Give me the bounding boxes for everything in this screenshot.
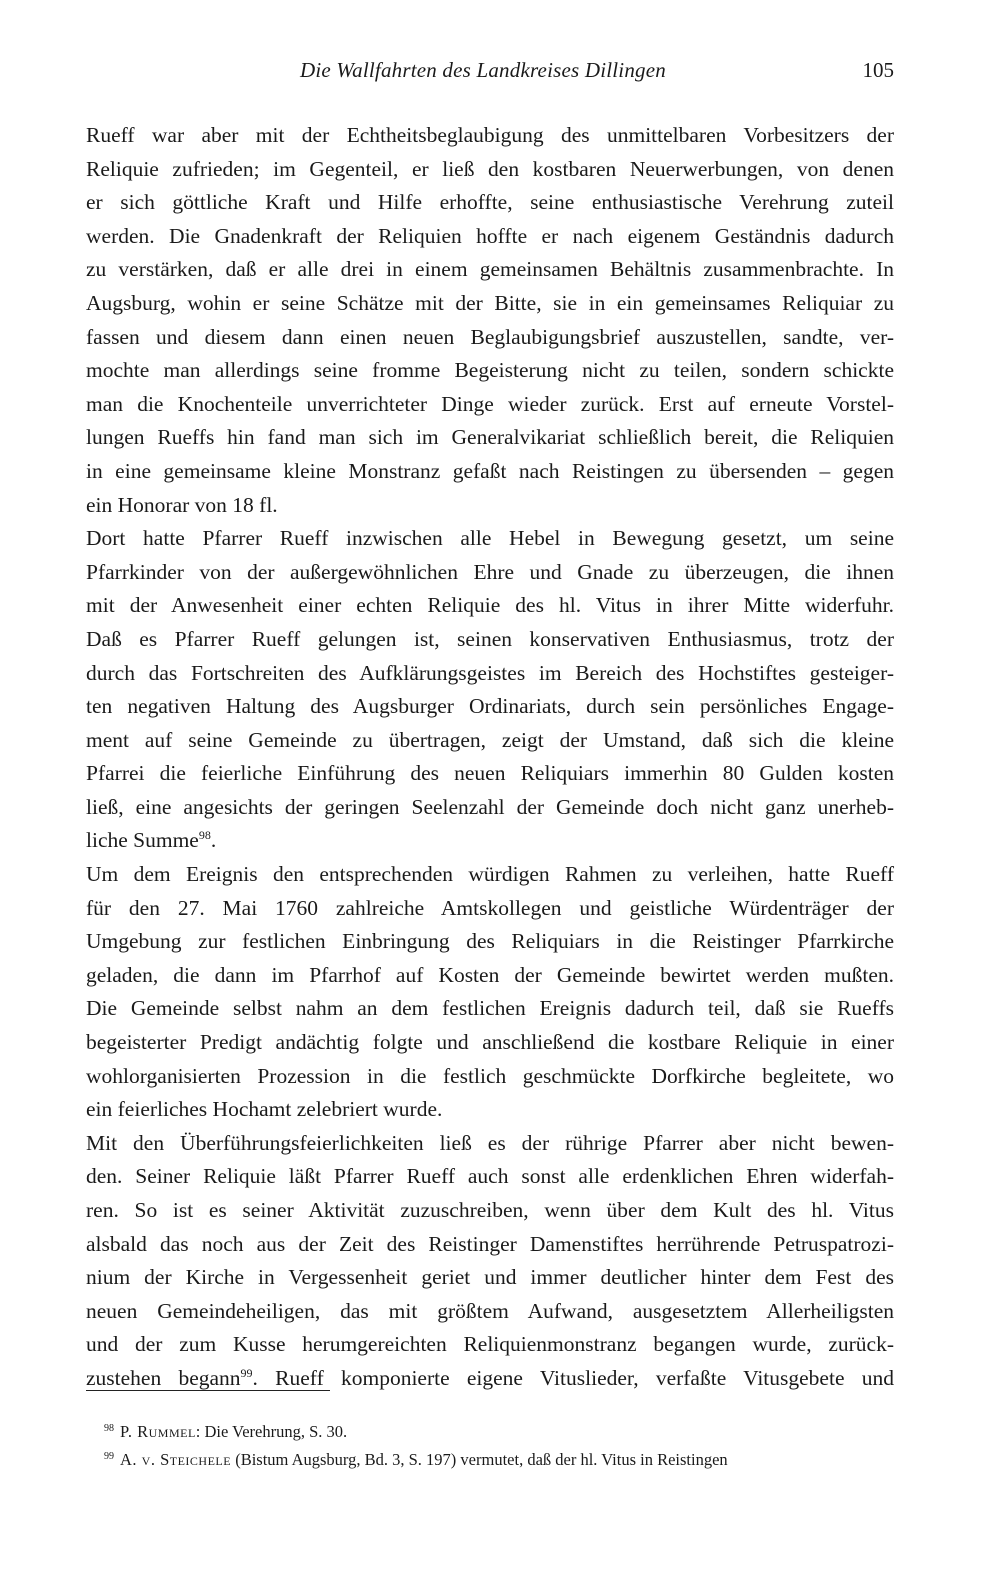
body-text	[86, 119, 894, 1396]
text-line: wohlorganisierten Prozession in die festlich geschmückte Dorfkirche begleitete, wo	[86, 1063, 894, 1088]
text-line: fassen und diesem dann einen neuen Beglaubigungsbrief auszustellen, sandte, ver-	[86, 324, 894, 349]
footnote-author: P. Rummel	[120, 1422, 196, 1441]
text-line: ten negativen Haltung des Augsburger Ordinariats, durch sein persönliches Engage-	[86, 694, 894, 719]
footnote-author: A. v. Steichele	[120, 1450, 232, 1469]
footnotes	[86, 1418, 894, 1474]
text-line: zu verstärken, daß er alle drei in einem gemeinsamen Behältnis zusammenbrachte. In	[86, 257, 894, 282]
text-line: ment auf seine Gemeinde zu übertragen, zeigt der Umstand, daß sich die kleine	[86, 727, 894, 752]
text-line: Daß es Pfarrer Rueff gelungen ist, seinen konservativen Enthusiasmus, trotz der	[86, 626, 894, 651]
footnote-mark: 99	[104, 1450, 114, 1462]
text-line: begeisterter Predigt andächtig folgte und anschließend die kostbare Reliquie in einer	[86, 1030, 894, 1055]
paragraph-4	[86, 1127, 894, 1396]
text-line-with-footnote	[86, 824, 894, 858]
text-line: Rueff war aber mit der Echtheitsbeglaubigung des unmittelbaren Vorbesitzers der	[86, 123, 894, 147]
paragraph-2	[86, 522, 894, 858]
running-header	[0, 58, 1000, 88]
text-line: nium der Kirche in Vergessenheit geriet und immer deutlicher hinter dem Fest des	[86, 1265, 894, 1290]
text-line: und der zum Kusse herumgereichten Reliquienmonstranz begangen wurde, zurück-	[86, 1332, 894, 1357]
text-line: man die Knochenteile unverrichteter Dinge wieder zurück. Erst auf erneute Vorstel-	[86, 391, 894, 416]
text-fragment: zustehen begann	[86, 1365, 241, 1390]
text-line: lungen Rueffs hin fand man sich im Generalvikariat schließlich bereit, die Reliquien	[86, 425, 894, 450]
paragraph-3	[86, 858, 894, 1127]
footnote-reference[interactable]: 98	[198, 828, 211, 843]
running-title: Die Wallfahrten des Landkreises Dillingen	[300, 58, 666, 82]
footnote-text: : Die Verehrung, S. 30.	[195, 1422, 348, 1441]
text-line: ren. So ist es seiner Aktivität zuzuschreiben, wenn über dem Kult des hl. Vitus	[86, 1198, 894, 1222]
page-number: 105	[862, 58, 894, 82]
text-line: neuen Gemeindeheiligen, das mit größtem Aufwand, ausgesetztem Allerheiligsten	[86, 1298, 894, 1323]
text-line: Um dem Ereignis den entsprechenden würdigen Rahmen zu verleihen, hatte Rueff	[86, 862, 894, 887]
text-line: Reliquie zufrieden; im Gegenteil, er ließ den kostbaren Neuerwerbungen, von denen	[86, 156, 894, 181]
text-line: Pfarrkinder von der außergewöhnlichen Ehre und Gnade zu überzeugen, die ihnen	[86, 559, 894, 584]
footnote-reference[interactable]: 99	[240, 1365, 253, 1380]
footnote-99	[86, 1446, 894, 1474]
footnote-divider	[86, 1390, 330, 1391]
text-line: Dort hatte Pfarrer Rueff inzwischen alle Hebel in Bewegung gesetzt, um seine	[86, 526, 894, 551]
text-line: geladen, die dann im Pfarrhof auf Kosten der Gemeinde bewirtet werden mußten.	[86, 962, 894, 987]
text-line: mochte man allerdings seine fromme Begeisterung nicht zu teilen, sondern schickte	[86, 358, 894, 383]
text-line: ein Honorar von 18 fl.	[86, 492, 278, 517]
text-line: werden. Die Gnadenkraft der Reliquien hoffte er nach eigenem Geständnis dadurch	[86, 223, 894, 248]
text-line: durch das Fortschreiten des Aufklärungsgeistes im Bereich des Hochstiftes gesteiger-	[86, 660, 894, 685]
text-line: Pfarrei die feierliche Einführung des neuen Reliquiars immerhin 80 Gulden kosten	[86, 761, 894, 786]
text-fragment: . Rueff komponierte eigene Vituslieder, verfaßte Vitusgebete und	[252, 1365, 894, 1390]
text-line: ein feierliches Hochamt zelebriert wurde.	[86, 1097, 443, 1122]
text-line: Augsburg, wohin er seine Schätze mit der Bitte, sie in ein gemeinsames Reliquiar zu	[86, 290, 894, 315]
text-line: ließ, eine angesichts der geringen Seelenzahl der Gemeinde doch nicht ganz unerheb-	[86, 794, 894, 819]
text-line: Umgebung zur festlichen Einbringung des Reliquiars in die Reistinger Pfarrkirche	[86, 929, 894, 954]
paragraph-1	[86, 119, 894, 522]
punctuation: .	[210, 828, 217, 853]
text-line: Die Gemeinde selbst nahm an dem festlichen Ereignis dadurch teil, daß sie Rueffs	[86, 996, 894, 1021]
text-fragment: liche Summe	[86, 828, 199, 853]
text-line: alsbald das noch aus der Zeit des Reistinger Damenstiftes herrührende Petruspatrozi-	[86, 1231, 894, 1256]
text-line: in eine gemeinsame kleine Monstranz gefaßt nach Reistingen zu übersenden – gegen	[86, 458, 894, 483]
text-line: Mit den Überführungsfeierlichkeiten ließ es der rührige Pfarrer aber nicht bewen-	[86, 1130, 894, 1155]
footnote-mark: 98	[104, 1422, 114, 1434]
text-line: für den 27. Mai 1760 zahlreiche Amtskollegen und geistliche Würdenträger der	[86, 895, 894, 920]
text-line: den. Seiner Reliquie läßt Pfarrer Rueff auch sonst alle erdenklichen Ehren widerfah-	[86, 1164, 894, 1189]
text-line: mit der Anwesenheit einer echten Reliquie des hl. Vitus in ihrer Mitte widerfuhr.	[86, 593, 894, 618]
text-line: er sich göttliche Kraft und Hilfe erhoffte, seine enthusiastische Verehrung zuteil	[86, 190, 894, 215]
footnote-98	[86, 1418, 894, 1446]
footnote-text: (Bistum Augsburg, Bd. 3, S. 197) vermutet, daß der hl. Vitus in Reistingen	[231, 1450, 728, 1469]
